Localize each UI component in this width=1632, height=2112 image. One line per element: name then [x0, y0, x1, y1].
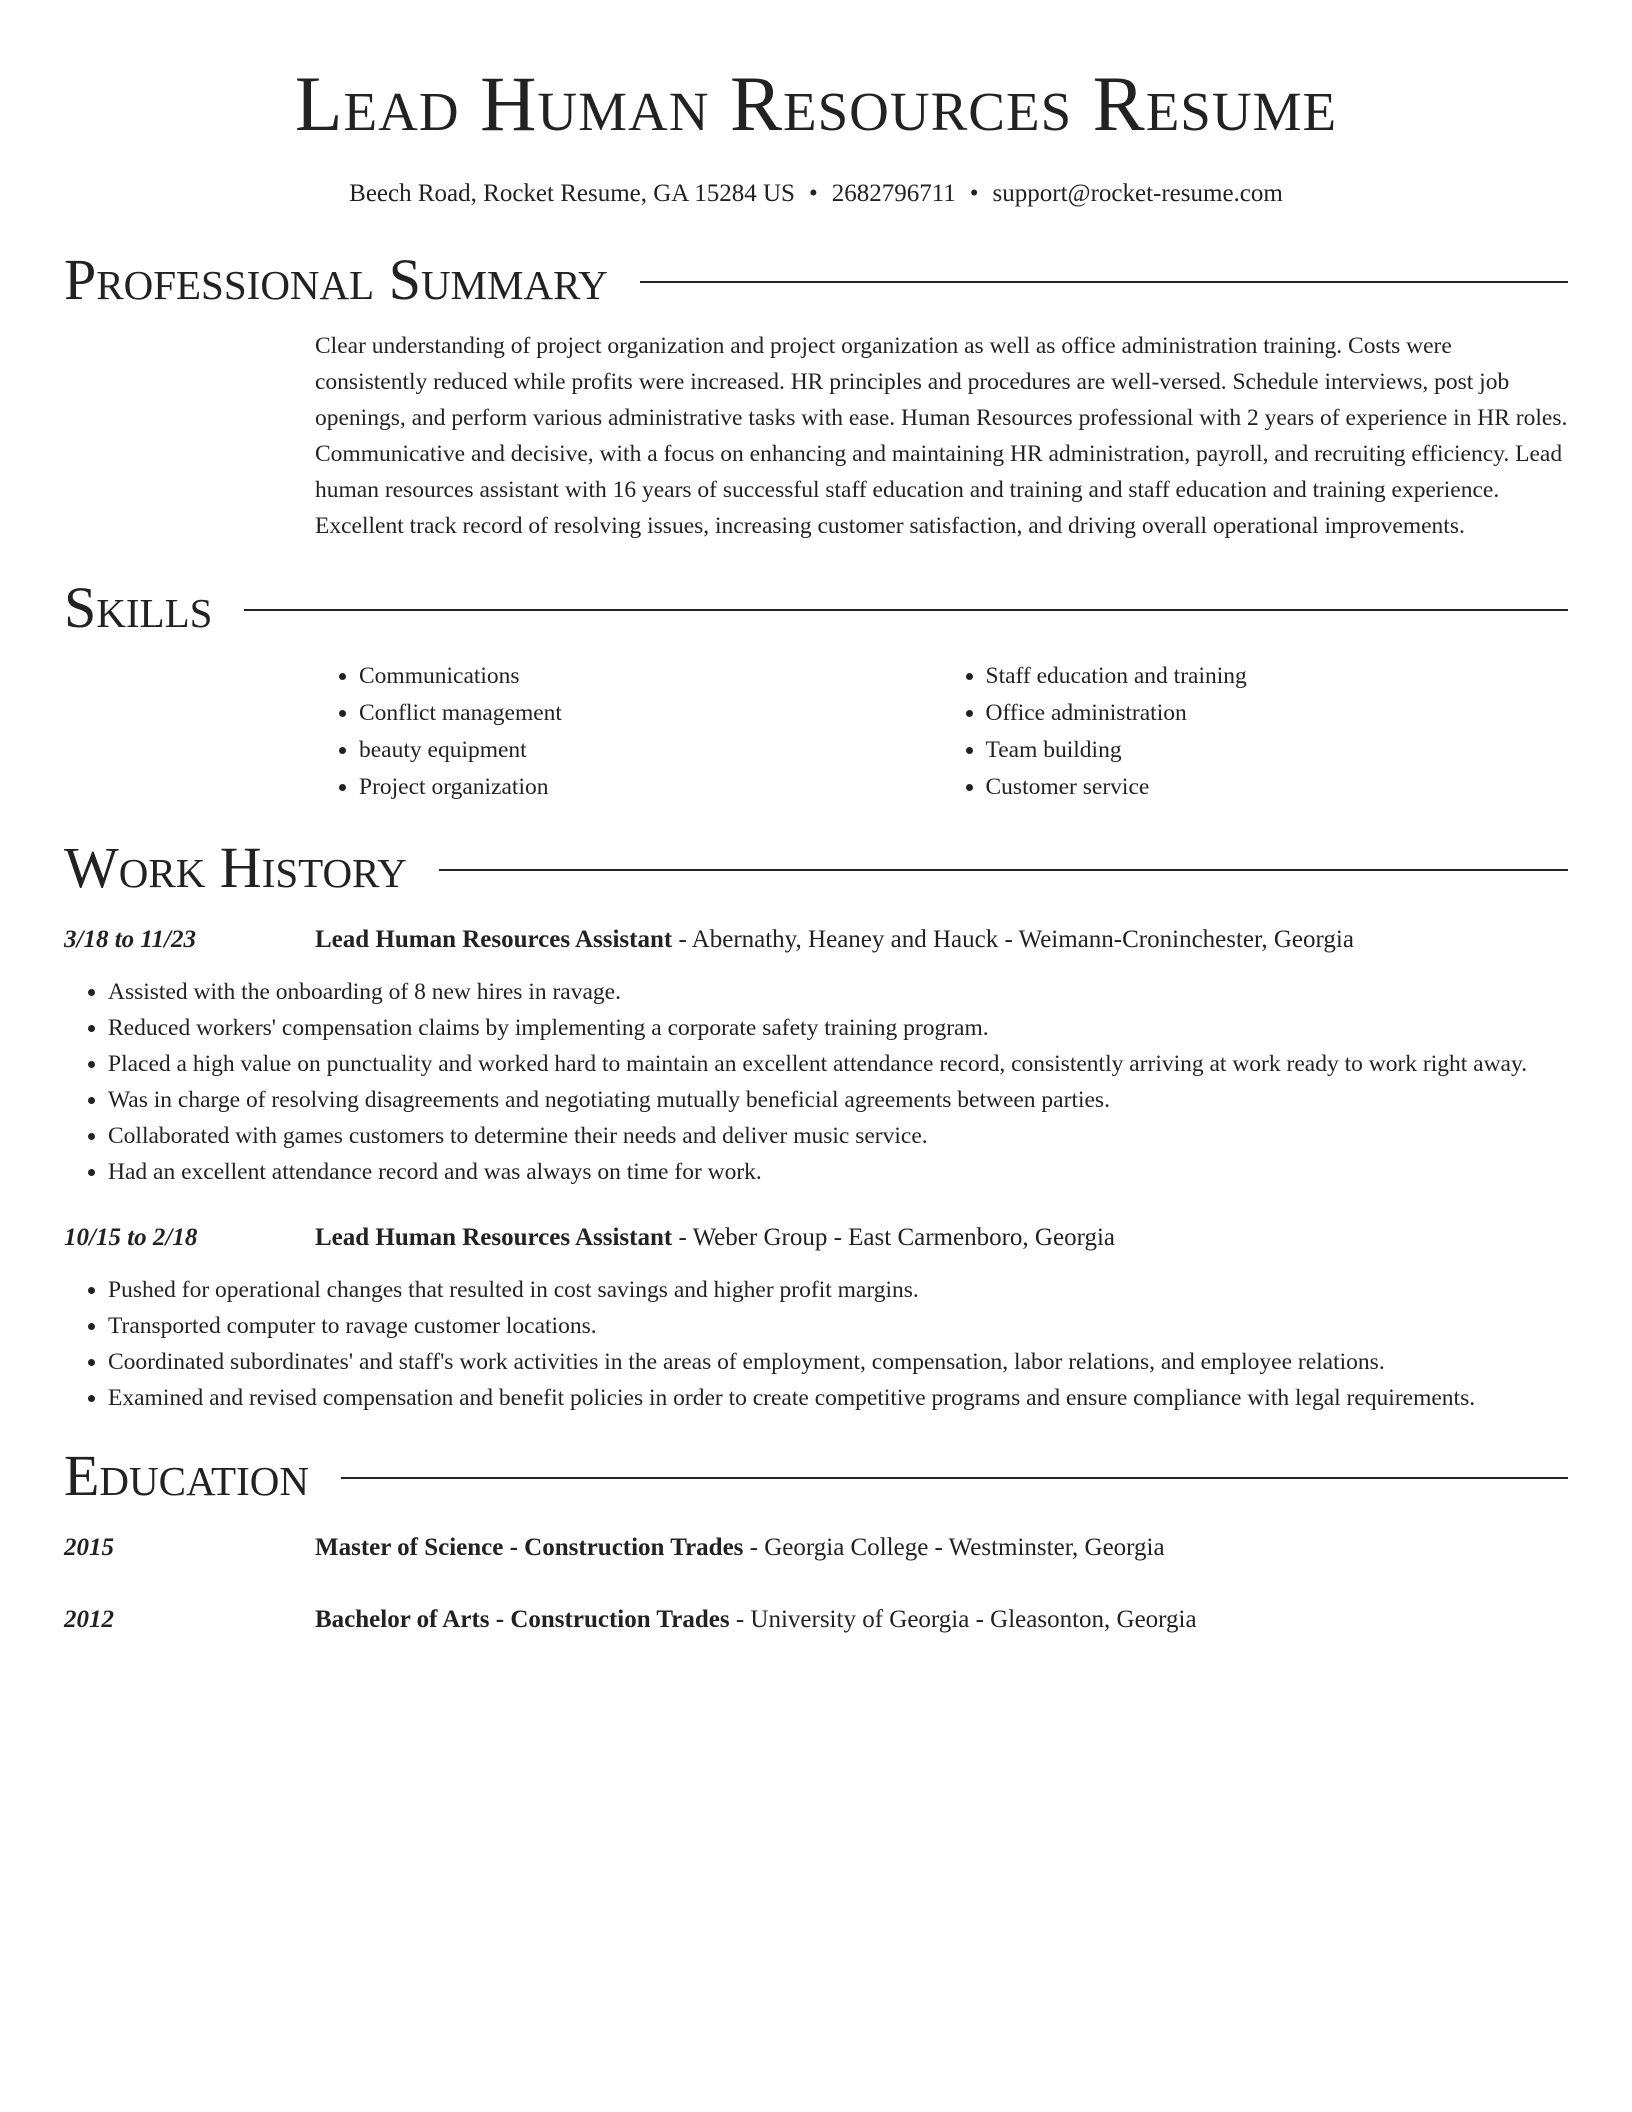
- education-degree: Bachelor of Arts - Construction Trades: [315, 1606, 730, 1633]
- job-bullet: • Assisted with the onboarding of 8 new hires in ravage.: [108, 974, 1568, 1010]
- summary-heading: Professional Summary: [64, 247, 608, 312]
- summary-text: Clear understanding of project organization and project organization as well as office administration training. Costs were consistently reduced while profits were increased. HR principles and procedures are well-versed. Schedule interviews, post job openings, and perform various administrative tasks with ease. Human Resources professional with 2 years of experience in HR roles. Communicative and decisive, with a focus on enhancing and maintaining HR administration, payroll, and recruiting efficiency. Lead human resources assistant with 16 years of successful staff education and training and staff education and training experience. Excellent track record of resolving issues, increasing customer satisfaction, and driving overall operational improvements.: [315, 333, 1568, 539]
- skill-item: • Customer service: [986, 769, 1569, 806]
- education-year: 2012: [64, 1606, 114, 1633]
- education-line: [315, 1602, 1568, 1638]
- section-divider: [341, 1477, 1568, 1479]
- section-divider: [439, 869, 1568, 871]
- job-entry: [64, 1220, 1568, 1416]
- work-heading: Work History: [64, 835, 407, 900]
- skills-section-header: [64, 576, 1568, 640]
- skill-item: • Office administration: [986, 695, 1569, 732]
- job-bullet: • Collaborated with games customers to determine their needs and deliver music service.: [108, 1118, 1568, 1154]
- skill-item: • Communications: [359, 658, 942, 695]
- job-bullet: • Transported computer to ravage customer locations.: [108, 1308, 1568, 1344]
- section-divider: [640, 281, 1568, 283]
- skills-column-right: [942, 658, 1569, 806]
- job-bullet: • Pushed for operational changes that resulted in cost savings and higher profit margins.: [108, 1272, 1568, 1308]
- skills-column-left: [315, 658, 942, 806]
- contact-phone: 2682796711: [831, 180, 956, 207]
- skills-heading: Skills: [64, 575, 213, 640]
- education-entry: [64, 1530, 1568, 1566]
- education-section-header: [64, 1444, 1568, 1508]
- education-school: - University of Georgia - Gleasonton, Georgia: [729, 1606, 1197, 1633]
- skill-item: • Team building: [986, 732, 1569, 769]
- job-bullet: • Was in charge of resolving disagreements and negotiating mutually beneficial agreements between parties.: [108, 1082, 1568, 1118]
- skills-list: [315, 658, 1568, 806]
- job-bullets: [64, 1272, 1568, 1416]
- education-line: [315, 1530, 1568, 1566]
- contact-separator: •: [808, 180, 818, 207]
- contact-separator: •: [969, 180, 979, 207]
- education-year: 2015: [64, 1534, 114, 1561]
- work-section-header: [64, 836, 1568, 900]
- education-entry: [64, 1602, 1568, 1638]
- job-line: [315, 1220, 1568, 1256]
- skill-item: • Project organization: [359, 769, 942, 806]
- skill-item: • beauty equipment: [359, 732, 942, 769]
- education-degree: Master of Science - Construction Trades: [315, 1534, 744, 1561]
- job-bullet: • Reduced workers' compensation claims by implementing a corporate safety training program.: [108, 1010, 1568, 1046]
- job-employer: - Abernathy, Heaney and Hauck - Weimann-Croninchester, Georgia: [672, 926, 1354, 953]
- job-bullet: • Had an excellent attendance record and was always on time for work.: [108, 1154, 1568, 1190]
- contact-line: [64, 178, 1568, 210]
- job-line: [315, 922, 1568, 958]
- job-bullet: • Placed a high value on punctuality and worked hard to maintain an excellent attendance record, consistently arriving at work ready to work right away.: [108, 1046, 1568, 1082]
- job-bullet: • Coordinated subordinates' and staff's work activities in the areas of employment, compensation, labor relations, and employee relations.: [108, 1344, 1568, 1380]
- job-employer: - Weber Group - East Carmenboro, Georgia: [672, 1224, 1115, 1251]
- job-title: Lead Human Resources Assistant: [315, 926, 673, 953]
- job-dates: 10/15 to 2/18: [64, 1224, 198, 1251]
- job-bullets: [64, 974, 1568, 1190]
- summary-section-header: [64, 248, 1568, 312]
- education-school: - Georgia College - Westminster, Georgia: [743, 1534, 1165, 1561]
- job-bullet: • Examined and revised compensation and benefit policies in order to create competitive programs and ensure compliance with legal requirements.: [108, 1380, 1568, 1416]
- contact-address: Beech Road, Rocket Resume, GA 15284 US: [349, 180, 795, 207]
- job-dates: 3/18 to 11/23: [64, 926, 196, 953]
- job-header: [64, 1220, 1568, 1256]
- job-title: Lead Human Resources Assistant: [315, 1224, 673, 1251]
- skill-item: • Conflict management: [359, 695, 942, 732]
- skill-item: • Staff education and training: [986, 658, 1569, 695]
- job-entry: [64, 922, 1568, 1190]
- contact-email: support@rocket-resume.com: [992, 180, 1283, 207]
- section-divider: [244, 609, 1568, 611]
- resume-title: Lead Human Resources Resume: [294, 60, 1338, 147]
- job-header: [64, 922, 1568, 958]
- education-heading: Education: [64, 1443, 309, 1508]
